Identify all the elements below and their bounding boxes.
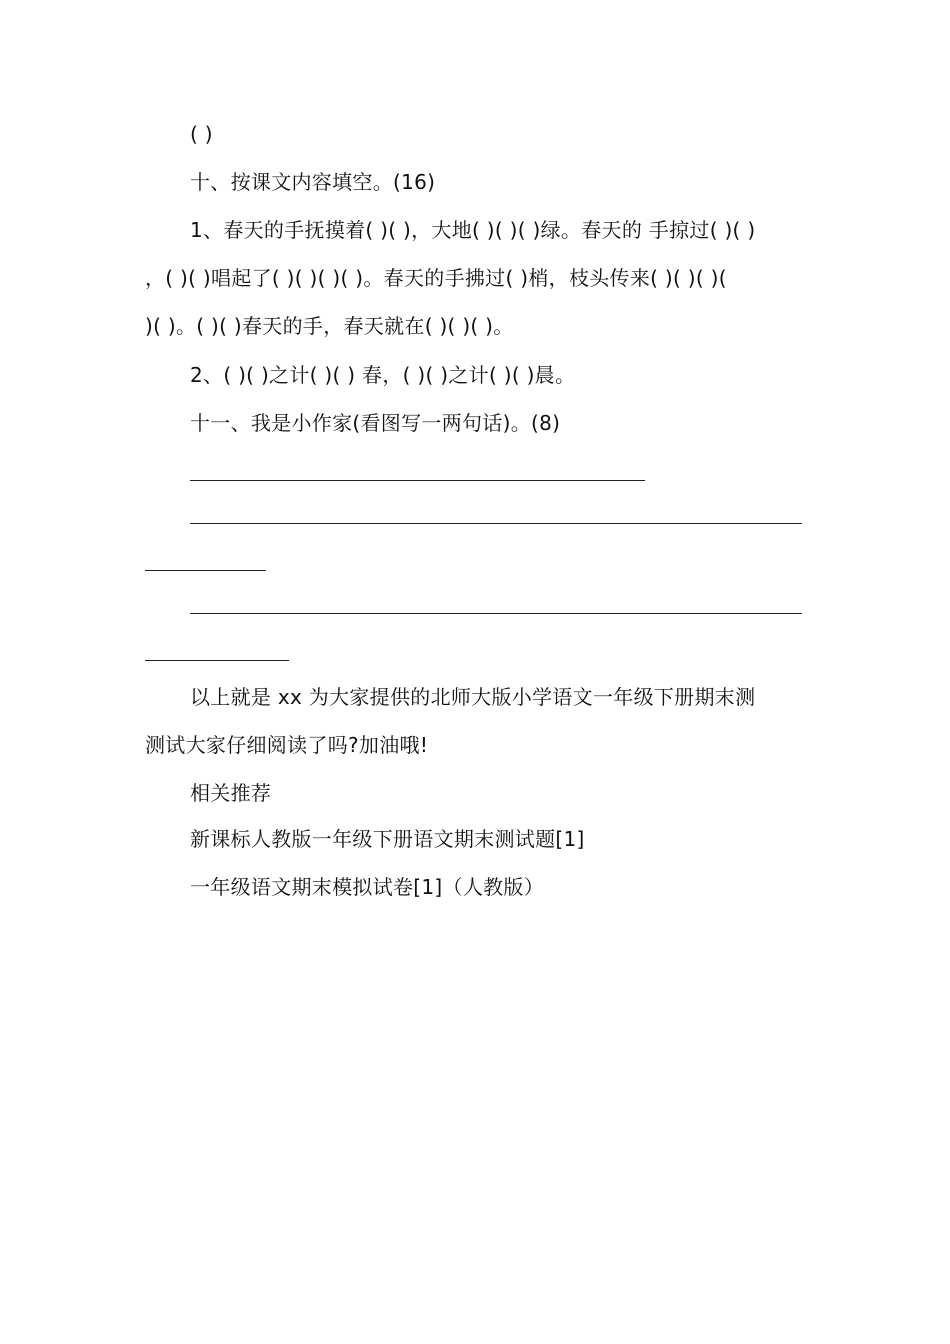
fill-blank-line-1: 1、春天的手抚摸着( )( )，大地( )( )( )绿。春天的 手掠过( )( ) — [190, 218, 756, 242]
related-item-2: 一年级语文期末模拟试卷[1]（人教版） — [190, 875, 545, 899]
writing-line-3 — [190, 613, 802, 614]
writing-line-1 — [190, 480, 645, 481]
related-item-1: 新课标人教版一年级下册语文期末测试题[1] — [190, 827, 585, 851]
fill-blank-line-2: ，( )( )唱起了( )( )( )( )。春天的手拂过( )梢，枝头传来( )( )( )( — [145, 266, 727, 290]
writing-line-3-continued — [145, 660, 289, 661]
fill-blank-line-3: )( )。( )( )春天的手，春天就在( )( )( )。 — [145, 314, 514, 338]
answer-bracket: ( ) — [190, 122, 213, 146]
section-ten-heading: 十、按课文内容填空。(16) — [190, 170, 436, 194]
closing-text-line-1: 以上就是 xx 为大家提供的北师大版小学语文一年级下册期末测 — [190, 685, 756, 709]
related-heading: 相关推荐 — [190, 781, 272, 805]
writing-line-2 — [190, 523, 802, 524]
closing-text-line-2: 测试大家仔细阅读了吗?加油哦! — [145, 733, 429, 757]
fill-blank-question-2: 2、( )( )之计( )( ) 春，( )( )之计( )( )晨。 — [190, 363, 576, 387]
section-eleven-heading: 十一、我是小作家(看图写一两句话)。(8) — [190, 411, 561, 435]
writing-line-2-continued — [145, 570, 266, 571]
